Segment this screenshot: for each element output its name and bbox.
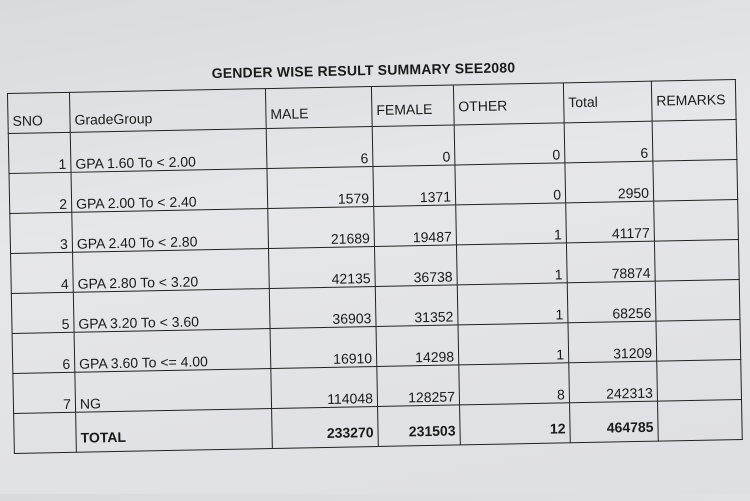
table-body (8, 120, 741, 414)
header-total: Total (563, 81, 652, 123)
male-cell: 21689 (268, 207, 375, 249)
total-female: 231503 (378, 405, 461, 447)
sno-cell: 5 (11, 292, 74, 333)
male-cell: 42135 (269, 247, 376, 289)
sno-cell: 7 (13, 372, 76, 413)
total-cell: 6 (564, 121, 653, 163)
male-cell: 1579 (267, 167, 374, 209)
male-cell: 36903 (269, 287, 376, 329)
female-cell: 0 (372, 125, 455, 167)
total-cell: 68256 (567, 281, 656, 323)
total-cell: 41177 (566, 201, 655, 243)
header-grade-group: GradeGroup (69, 89, 266, 133)
female-cell: 14298 (376, 325, 459, 367)
remarks-cell (654, 200, 739, 242)
male-cell: 114048 (271, 366, 378, 408)
other-cell: 1 (458, 323, 569, 365)
header-remarks: REMARKS (651, 80, 736, 122)
remarks-cell (653, 160, 738, 202)
grade-group-cell: GPA 3.60 To <= 4.00 (74, 329, 271, 373)
grade-group-cell: GPA 3.20 To < 3.60 (73, 289, 270, 333)
other-cell: 0 (455, 163, 566, 205)
remarks-cell (657, 359, 742, 401)
male-cell: 16910 (270, 326, 377, 368)
remarks-cell (655, 280, 740, 322)
female-cell: 1371 (373, 165, 456, 207)
remarks-cell (654, 240, 739, 282)
total-cell: 242313 (569, 361, 658, 403)
grade-group-cell: GPA 2.80 To < 3.20 (73, 249, 270, 293)
page-title: GENDER WISE RESULT SUMMARY SEE2080 (211, 59, 516, 82)
sno-cell: 4 (11, 252, 74, 293)
total-label: TOTAL (76, 409, 273, 453)
total-sno-cell (14, 412, 77, 453)
header-female: FEMALE (371, 85, 454, 127)
sno-cell: 2 (9, 172, 72, 213)
female-cell: 36738 (374, 245, 457, 287)
remarks-cell (652, 120, 737, 162)
sno-cell: 3 (10, 212, 73, 253)
total-cell: 31209 (568, 321, 657, 363)
female-cell: 31352 (375, 285, 458, 327)
other-cell: 1 (456, 243, 567, 285)
male-cell: 6 (266, 127, 373, 169)
female-cell: 128257 (377, 365, 460, 407)
total-cell: 2950 (565, 161, 654, 203)
female-cell: 19487 (374, 205, 457, 247)
sno-cell: 6 (12, 332, 75, 373)
header-other: OTHER (453, 83, 564, 125)
remarks-cell (656, 320, 741, 362)
grade-group-cell: GPA 2.40 To < 2.80 (72, 209, 269, 253)
total-remarks (658, 399, 743, 441)
total-male: 233270 (272, 406, 379, 448)
total-cell: 78874 (566, 241, 655, 283)
other-cell: 8 (459, 363, 570, 405)
sno-cell: 1 (8, 132, 71, 173)
other-cell: 1 (456, 203, 567, 245)
grade-group-cell: GPA 2.00 To < 2.40 (71, 169, 268, 213)
result-summary-table (7, 79, 743, 454)
grade-group-cell: NG (75, 369, 272, 413)
grade-group-cell: GPA 1.60 To < 2.00 (70, 129, 267, 173)
other-cell: 1 (457, 283, 568, 325)
total-other: 12 (460, 403, 571, 445)
header-male: MALE (265, 87, 372, 129)
other-cell: 0 (454, 123, 565, 165)
header-sno: SNO (7, 92, 70, 133)
total-total: 464785 (570, 401, 659, 443)
